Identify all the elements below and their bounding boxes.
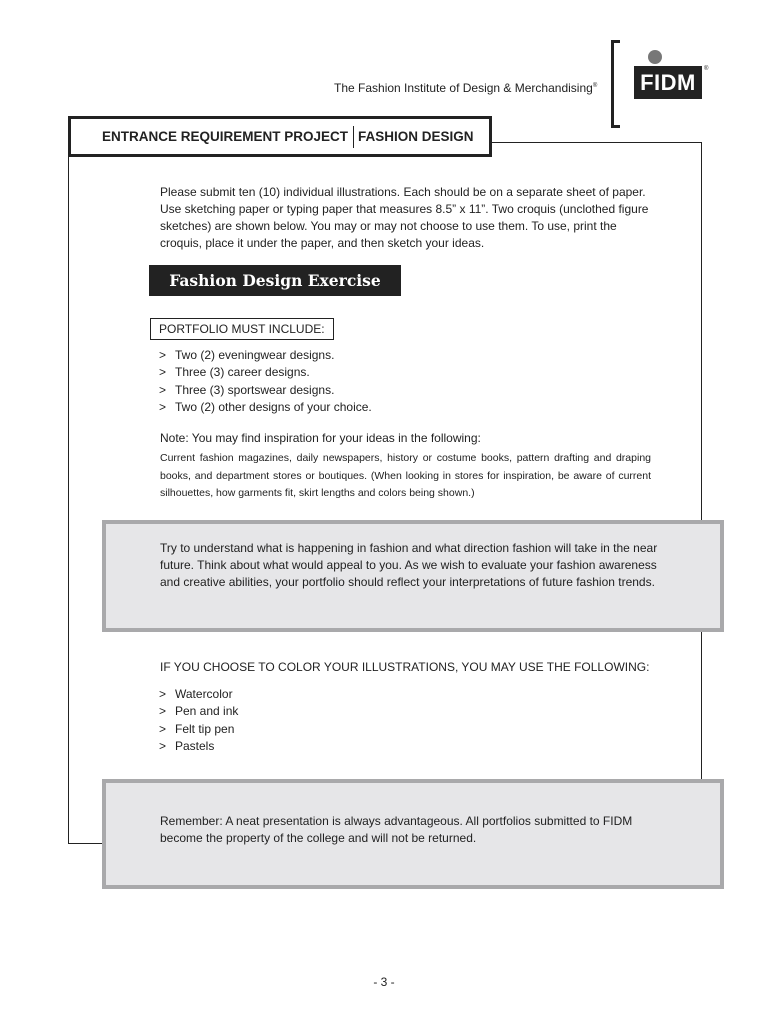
bullet-icon: > [159, 704, 167, 719]
coloring-list [159, 686, 238, 755]
institute-name [334, 81, 597, 95]
exercise-heading-text: Fashion Design Exercise [169, 271, 381, 290]
list-item [159, 364, 372, 381]
list-item-text: Two (2) other designs of your choice. [175, 399, 372, 414]
frame-line-bottom [68, 843, 102, 844]
fidm-logo [634, 66, 702, 99]
list-item [159, 347, 372, 364]
title-project: ENTRANCE REQUIREMENT PROJECT [102, 129, 349, 144]
callout-text-trends: Try to understand what is happening in fashion and what direction fashion will take in the near future. Think about what would appeal to you. As we wish to evaluate your fashion awareness and creative abilities, your portfolio should reflect your interpretations of future fashion trends. [160, 541, 658, 589]
logo-registered-mark: ® [704, 66, 709, 72]
bullet-icon: > [159, 382, 167, 397]
frame-line-top [490, 142, 702, 143]
note-detail: Current fashion magazines, daily newspapers, history or costume books, pattern drafting and draping books, and department stores or boutiques. (When looking in stores for inspiration, be aware of current silhouettes, how garments fit, skirt lengths and colors being shown.) [160, 452, 651, 499]
list-item-text: Watercolor [175, 687, 233, 701]
registered-mark: ® [592, 83, 598, 89]
list-item-text: Felt tip pen [175, 721, 235, 736]
list-item [159, 399, 372, 416]
logo-text: FIDM [640, 69, 696, 95]
callout-text-reminder: Remember: A neat presentation is always advantageous. All portfolios submitted to FIDM become the property of the college and will not be returned. [160, 814, 633, 845]
list-item [159, 703, 238, 720]
note-heading: Note: You may find inspiration for your ideas in the following: [160, 431, 481, 445]
frame-line-right [701, 142, 702, 780]
list-item [159, 721, 238, 738]
list-item-text: Two (2) eveningwear designs. [175, 348, 335, 362]
list-item-text: Pastels [175, 738, 215, 753]
bullet-icon: > [159, 365, 167, 380]
frame-line-left [68, 155, 69, 844]
list-item [159, 686, 238, 703]
title-subject: FASHION DESIGN [358, 129, 474, 144]
exercise-heading [149, 265, 401, 296]
portfolio-list [159, 347, 372, 416]
list-item-text: Three (3) career designs. [175, 365, 310, 380]
list-item [159, 738, 238, 755]
logo-bracket [611, 40, 620, 128]
list-item [159, 382, 372, 399]
logo-dot-icon [648, 50, 662, 64]
page-title [68, 116, 492, 157]
bullet-icon: > [159, 721, 167, 736]
bullet-icon: > [159, 687, 167, 701]
bullet-icon: > [159, 348, 167, 362]
portfolio-label: PORTFOLIO MUST INCLUDE: [150, 318, 334, 340]
bullet-icon: > [159, 738, 167, 753]
list-item-text: Pen and ink [175, 704, 239, 719]
coloring-heading: IF YOU CHOOSE TO COLOR YOUR ILLUSTRATIONS, YOU MAY USE THE FOLLOWING: [160, 660, 650, 674]
page-number: - 3 - [373, 975, 395, 989]
intro-paragraph: Please submit ten (10) individual illustrations. Each should be on a separate sheet of paper. Use sketching paper or typing paper that measures 8.5” x 11”. Two croquis (unclothed figure sketches) are shown below. You may or may not choose to use them. To use, print the croquis, place it under the paper, and then sketch your ideas. [160, 185, 649, 250]
bullet-icon: > [159, 399, 167, 414]
institute-name-text: The Fashion Institute of Design & Merchandising [334, 81, 593, 95]
list-item-text: Three (3) sportswear designs. [175, 382, 335, 397]
